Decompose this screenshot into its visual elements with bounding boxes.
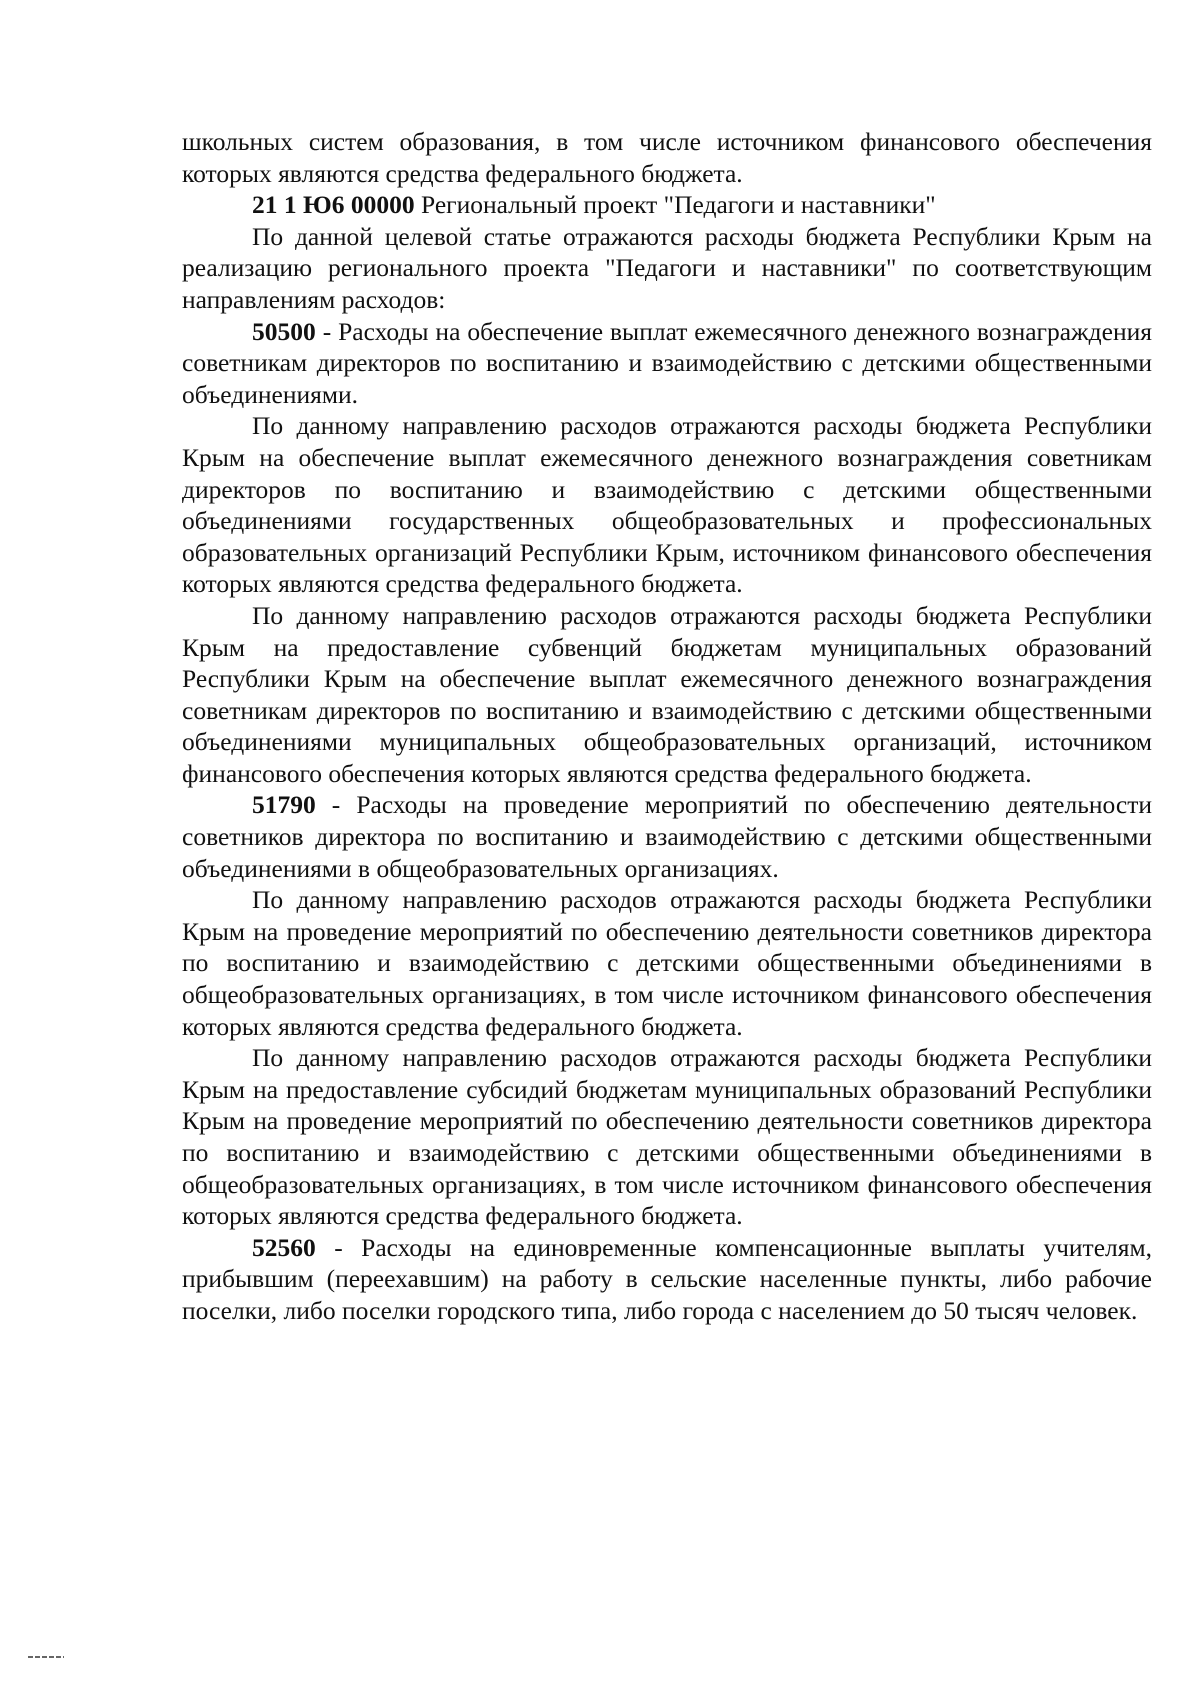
budget-code: 21 1 Ю6 00000 bbox=[252, 190, 415, 220]
regional-project-heading bbox=[182, 189, 1152, 221]
expense-code: 51790 bbox=[252, 790, 316, 820]
expense-description: По данному направлению расходов отражаются расходы бюджета Республики Крым на проведение мероприятий по обеспечению деятельности советников директора по воспитанию и взаимодействию с детскими общественными объединениями в общеобразовательных организациях, в том числе источником финансового обеспечения которых являются средства федерального бюджета. bbox=[182, 885, 1152, 1041]
expense-title: - Расходы на единовременные компенсационные выплаты учителям, прибывшим (переехавшим) на работу в сельские населенные пункты, либо рабочие поселки, либо поселки городского типа, либо города с населением до 50 тысяч человек. bbox=[182, 1232, 1152, 1325]
target-article-description: По данной целевой статье отражаются расходы бюджета Республики Крым на реализацию регионального проекта "Педагоги и наставники" по соответствующим направлениям расходов: bbox=[182, 221, 1152, 314]
document-body bbox=[182, 126, 1152, 1327]
expense-title: - Расходы на обеспечение выплат ежемесячного денежного вознаграждения советникам директоров по воспитанию и взаимодействию с детскими общественными объединениями. bbox=[182, 316, 1152, 409]
expense-direction-50500 bbox=[182, 316, 1152, 411]
expense-description: По данному направлению расходов отражаются расходы бюджета Республики Крым на предоставление субвенций бюджетам муниципальных образований Республики Крым на обеспечение выплат ежемесячного денежного вознаграждения советникам директоров по воспитанию и взаимодействию с детскими общественными объединениями муниципальных общеобразовательных организаций, источником финансового обеспечения которых являются средства федерального бюджета. bbox=[182, 600, 1152, 788]
regional-project-title: Региональный проект "Педагоги и наставники" bbox=[414, 190, 936, 220]
scan-mark bbox=[28, 1656, 64, 1658]
expense-code: 52560 bbox=[252, 1232, 316, 1262]
expense-title: - Расходы на проведение мероприятий по обеспечению деятельности советников директора по воспитанию и взаимодействию с детскими общественными объединениями в общеобразовательных организациях. bbox=[182, 790, 1152, 883]
expense-direction-52560 bbox=[182, 1232, 1152, 1327]
expense-description: По данному направлению расходов отражаются расходы бюджета Республики Крым на предоставление субсидий бюджетам муниципальных образований Республики Крым на проведение мероприятий по обеспечению деятельности советников директора по воспитанию и взаимодействию с детскими общественными объединениями в общеобразовательных организациях, в том числе источником финансового обеспечения которых являются средства федерального бюджета. bbox=[182, 1043, 1152, 1231]
paragraph-continuation: школьных систем образования, в том числе источником финансового обеспечения которых являются средства федерального бюджета. bbox=[182, 127, 1152, 188]
expense-code: 50500 bbox=[252, 316, 316, 346]
expense-description: По данному направлению расходов отражаются расходы бюджета Республики Крым на обеспечение выплат ежемесячного денежного вознаграждения советникам директоров по воспитанию и взаимодействию с детскими общественными объединениями государственных общеобразовательных и профессиональных образовательных организаций Республики Крым, источником финансового обеспечения которых являются средства федерального бюджета. bbox=[182, 411, 1152, 599]
expense-direction-51790 bbox=[182, 789, 1152, 884]
